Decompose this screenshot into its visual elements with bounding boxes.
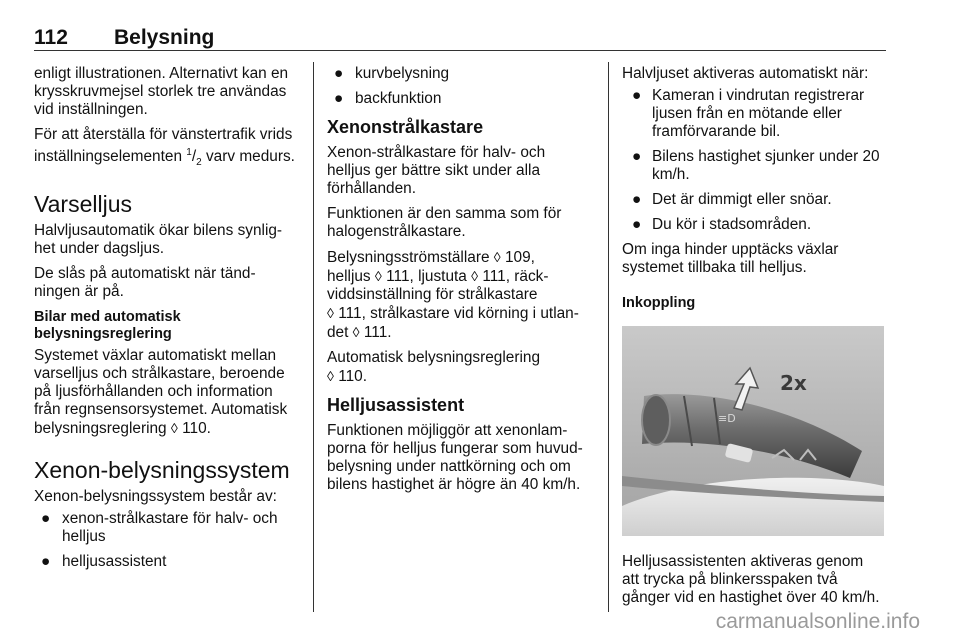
paragraph: Halvljuset aktiveras automatiskt när:	[622, 65, 869, 82]
watermark: carmanualsonline.info	[715, 610, 920, 633]
section-heading-xenonstralkastare: Xenonstrålkastare	[327, 117, 484, 137]
bullet-icon: ●	[632, 216, 642, 233]
header-rule	[34, 50, 886, 51]
paragraph: De slås på automatiskt när tänd-ningen är på.	[34, 265, 256, 301]
reference-icon: ◊	[352, 324, 360, 340]
column-2	[327, 65, 593, 501]
bullet-icon: ●	[41, 553, 51, 571]
paragraph-references: Belysningsströmställare ◊ 109, helljus ◊ 111, ljustuta ◊ 111, räck-viddsinställning för strålkastare ◊ 111, strålkastare vid körning i utlan-det ◊ 111.	[327, 249, 579, 341]
section-heading-xenon: Xenon-belysningssystem	[34, 457, 290, 484]
list-item: ● Bilens hastighet sjunker under 20 km/h.	[632, 148, 880, 183]
reference-icon: ◊	[170, 420, 178, 437]
list-item: ● backfunktion	[334, 90, 442, 107]
reference-icon: ◊	[493, 249, 501, 265]
headlight-symbol: ≡D	[718, 412, 736, 425]
column-divider-1	[313, 62, 314, 612]
reference-icon: ◊	[327, 305, 334, 321]
paragraph: För att återställa för vänstertrafik vrids inställningselementen $^1/_2$ varv medurs.	[34, 126, 295, 169]
paragraph: Om inga hinder upptäcks växlar systemet tillbaka till helljus.	[622, 241, 839, 276]
list-item: ● kurvbelysning	[334, 65, 450, 82]
paragraph: Xenon-strålkastare för halv- och helljus ger bättre sikt under alla förhållanden.	[327, 144, 546, 197]
paragraph: Helljusassistenten aktiveras genom att trycka på blinkersspaken två gånger vid en hastighet över 40 km/h.	[622, 553, 880, 606]
section-heading-varselljus: Varselljus	[34, 191, 132, 218]
list-item: ● Du kör i stadsområden.	[632, 216, 812, 233]
list-item: ● Det är dimmigt eller snöar.	[632, 191, 832, 208]
list-item: ● Kameran i vindrutan registrerar ljusen från en mötande eller framförvarande bil.	[632, 87, 865, 140]
bullet-icon: ●	[41, 510, 51, 528]
page-title: Belysning	[114, 26, 215, 49]
bullet-icon: ●	[334, 65, 344, 82]
lever-illustration-svg	[622, 326, 884, 536]
bullet-icon: ●	[632, 87, 642, 104]
paragraph: Systemet växlar automatiskt mellan varselljus och strålkastare, beroende på ljusförhållanden och information från regnsensorsystemet. Automatisk belysningsreglering ◊ 110.	[34, 347, 288, 438]
reference-icon: ◊	[374, 268, 382, 284]
paragraph: Funktionen är den samma som för halogenstrålkastare.	[327, 205, 562, 240]
page-number: 112	[34, 26, 68, 49]
bullet-icon: ●	[632, 191, 642, 208]
list-item: ● xenon-strålkastare för halv- och helljus	[41, 510, 278, 546]
reference-icon: ◊	[471, 268, 479, 284]
subheading-bilar: Bilar med automatisk belysningsreglering	[34, 309, 181, 343]
section-heading-helljusassistent: Helljusassistent	[327, 395, 465, 415]
column-1	[34, 65, 300, 578]
column-divider-2	[608, 62, 609, 612]
list-item: ● helljusassistent	[41, 553, 167, 571]
reference-icon: ◊	[327, 368, 334, 384]
lever-end	[642, 395, 670, 445]
paragraph: Funktionen möjliggör att xenonlam-porna för helljus fungerar som huvud-belysning under nattkörning och om bilens hastighet är högre än 40 km/h.	[327, 422, 583, 493]
bullet-icon: ●	[632, 148, 642, 165]
subheading-inkoppling: Inkoppling	[622, 295, 696, 311]
bullet-icon: ●	[334, 90, 344, 107]
column-3	[622, 65, 884, 614]
paragraph: Automatisk belysningsreglering ◊ 110.	[327, 349, 541, 385]
paragraph: enligt illustrationen. Alternativt kan en krysskruvmejsel storlek tre användas vid inställningen.	[34, 65, 289, 118]
paragraph: Xenon-belysningssystem består av:	[34, 488, 277, 506]
turn-signal-lever-illustration	[622, 326, 884, 536]
paragraph: Halvljusautomatik ökar bilens synlig-het under dagsljus.	[34, 222, 283, 258]
press-count-label: 2x	[780, 371, 807, 395]
